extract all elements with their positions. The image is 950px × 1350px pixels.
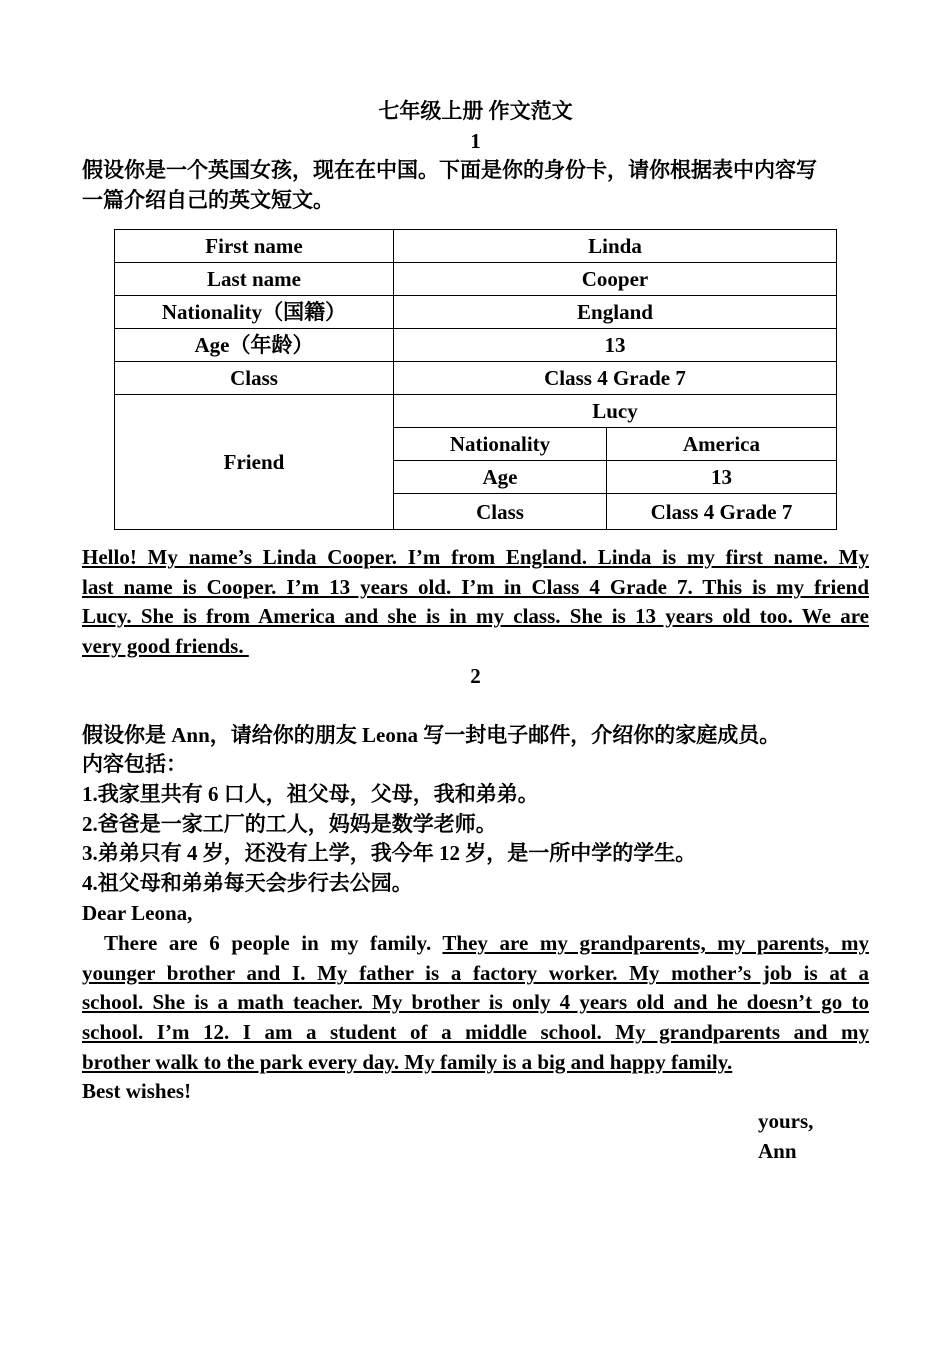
task2-point: 4.祖父母和弟弟每天会步行去公园。 [82, 871, 413, 895]
task2-point: 1.我家里共有 6 口人，祖父母，父母，我和弟弟。 [82, 782, 539, 806]
table-label: Nationality（国籍） [115, 296, 394, 329]
friend-detail-value: Class 4 Grade 7 [607, 494, 837, 530]
section-2-number: 2 [470, 664, 481, 688]
table-label: Class [115, 362, 394, 395]
letter-signature: Ann [758, 1139, 797, 1163]
task1-prompt-line2: 一篇介绍自己的英文短文。 [82, 188, 334, 212]
table-value: 13 [394, 329, 837, 362]
friend-detail-value: 13 [607, 461, 837, 494]
task2-content-heading: 内容包括： [82, 752, 187, 776]
essay1-line: last name is Cooper. I’m 13 years old. I’m in Class 4 Grade 7. This is my friend [82, 575, 869, 599]
table-row [115, 329, 837, 362]
letter-greeting: Dear Leona, [82, 901, 193, 925]
essay1-line: Lucy. She is from America and she is in my class. She is 13 years old too. We are [82, 604, 869, 628]
section-1-number: 1 [470, 129, 481, 153]
table-value: Linda [394, 230, 837, 263]
letter-first-line-underlined: They are my grandparents, my parents, my [442, 931, 869, 955]
friend-detail-label: Class [394, 494, 607, 530]
letter-first-line-plain: There are 6 people in my family. [104, 931, 443, 955]
letter-sign-off: yours, [758, 1109, 814, 1133]
friend-name: Lucy [394, 395, 837, 428]
table-label: Age（年龄） [115, 329, 394, 362]
identity-card-table [114, 229, 837, 530]
essay1-line: very good friends. [82, 634, 249, 658]
letter-body-line: younger brother and I. My father is a factory worker. My mother’s job is at a [82, 961, 869, 985]
table-value: Cooper [394, 263, 837, 296]
table-row [115, 230, 837, 263]
letter-first-line [104, 928, 869, 958]
letter-body-line: school. She is a math teacher. My brother is only 4 years old and he doesn’t go to [82, 990, 869, 1014]
task2-prompt: 假设你是 Ann，请给你的朋友 Leona 写一封电子邮件，介绍你的家庭成员。 [82, 723, 781, 747]
letter-body-line: brother walk to the park every day. My family is a big and happy family. [82, 1050, 733, 1074]
table-row [115, 362, 837, 395]
friend-detail-value: America [607, 428, 837, 461]
table-row [115, 296, 837, 329]
table-row [115, 263, 837, 296]
letter-closing: Best wishes! [82, 1079, 192, 1103]
task1-prompt-line1: 假设你是一个英国女孩，现在在中国。下面是你的身份卡，请你根据表中内容写 [82, 158, 817, 182]
task2-point: 3.弟弟只有 4 岁，还没有上学，我今年 12 岁，是一所中学的学生。 [82, 841, 697, 865]
table-label: First name [115, 230, 394, 263]
task2-point: 2.爸爸是一家工厂的工人，妈妈是数学老师。 [82, 812, 497, 836]
letter-body-line: school. I’m 12. I am a student of a middle school. My grandparents and my [82, 1020, 869, 1044]
friend-label: Friend [115, 395, 394, 530]
table-label: Last name [115, 263, 394, 296]
essay1-line: Hello! My name’s Linda Cooper. I’m from England. Linda is my first name. My [82, 545, 869, 569]
table-value: Class 4 Grade 7 [394, 362, 837, 395]
table-value: England [394, 296, 837, 329]
page-title: 七年级上册 作文范文 [378, 99, 573, 123]
table-row [115, 395, 837, 428]
friend-detail-label: Age [394, 461, 607, 494]
friend-detail-label: Nationality [394, 428, 607, 461]
